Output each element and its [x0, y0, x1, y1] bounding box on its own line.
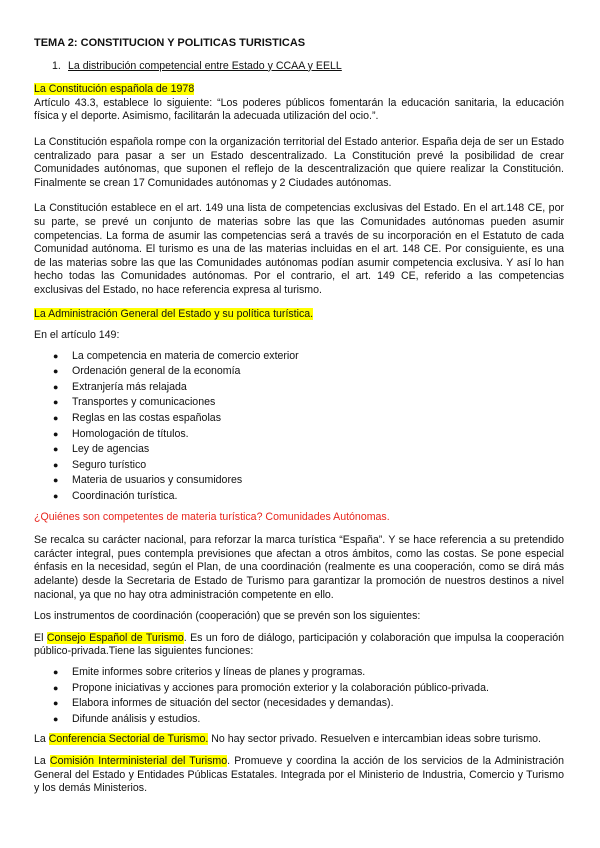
document-content	[34, 37, 564, 796]
bullet-icon: ●	[53, 444, 59, 455]
section-1-text: La distribución competencial entre Estado y CCAA y EELL	[68, 59, 342, 72]
section-1-number: 1.	[52, 59, 61, 72]
list-item	[34, 458, 564, 474]
list-item-text: Propone iniciativas y acciones para promoción exterior y la colaboración público-privada.	[72, 681, 489, 694]
age-intro: En el artículo 149:	[34, 329, 120, 342]
age-heading-text: La Administración General del Estado y su política turística.	[34, 307, 314, 320]
consejo-pre: El	[34, 631, 47, 644]
list-item-text: Difunde análisis y estudios.	[72, 712, 201, 725]
bullet-icon: ●	[53, 397, 59, 408]
age-list	[34, 349, 564, 505]
comision-name: Comisión Interministerial del Turismo	[49, 754, 228, 767]
constitucion-article: Artículo 43.3, establece lo siguiente: “Los poderes públicos fomentarán la educación sanitaria, la educación física y el deporte. Asimismo, facilitarán la adecuada utilización del ocio.”.	[34, 96, 564, 123]
list-item	[34, 696, 564, 712]
list-item	[34, 681, 564, 697]
bullet-icon: ●	[53, 666, 59, 677]
comision-paragraph	[34, 755, 564, 796]
list-item	[34, 489, 564, 505]
consejo-name: Consejo Español de Turismo	[46, 631, 184, 644]
list-item-text: La competencia en materia de comercio exterior	[72, 349, 299, 362]
list-item-text: Extranjería más relajada	[72, 380, 187, 393]
bullet-icon: ●	[53, 459, 59, 470]
constitucion-heading	[34, 83, 564, 97]
list-item	[34, 665, 564, 681]
list-item-text: Coordinación turística.	[72, 490, 178, 503]
ccaa-paragraph-2: Los instrumentos de coordinación (cooperación) que se prevén son los siguientes:	[34, 610, 421, 623]
bullet-icon: ●	[53, 475, 59, 486]
bullet-icon: ●	[53, 682, 59, 693]
constitucion-paragraph-1: La Constitución española rompe con la organización territorial del Estado anterior. España deja de ser un Estado centralizado para pasar a ser un Estado descentralizado. La Constitución prevé la posibilidad de crear Comunidades autónomas, que suponen el reflejo de la descentralización que quiere realizar la Constitución. Finalmente se crean 17 Comunidades autónomas y 2 Ciudades autónomas.	[34, 135, 564, 189]
bullet-icon: ●	[53, 713, 59, 724]
consejo-rest: . Es un foro de diálogo, participación y colaboración que impulsa la cooperación público-privada.Tiene las siguientes funciones:	[34, 631, 564, 658]
list-item	[34, 712, 564, 728]
document-title: TEMA 2: CONSTITUCION Y POLITICAS TURISTICAS	[34, 37, 306, 49]
consejo-list	[34, 665, 564, 727]
list-item	[34, 411, 564, 427]
constitucion-heading-text: La Constitución española de 1978	[34, 83, 195, 96]
list-item-text: Seguro turístico	[72, 458, 147, 471]
list-item-text: Ordenación general de la economía	[72, 365, 241, 378]
list-item	[34, 364, 564, 380]
bullet-icon: ●	[53, 381, 59, 392]
conferencia-pre: La	[34, 733, 49, 746]
section-1-heading	[52, 60, 564, 74]
list-item	[34, 442, 564, 458]
list-item-text: Homologación de títulos.	[72, 427, 189, 440]
ccaa-heading: ¿Quiénes son competentes de materia turística? Comunidades Autónomas.	[34, 510, 390, 523]
consejo-paragraph	[34, 632, 564, 659]
comision-rest: . Promueve y coordina la acción de los servicios de la Administración General del Estado y Entidades Públicas Estatales. Integrada por el Ministerio de Industria, Comercio y Turismo y los demás Ministerios.	[34, 754, 564, 795]
list-item-text: Elabora informes de situación del sector (necesidades y demandas).	[72, 697, 394, 710]
conferencia-rest: No hay sector privado. Resuelven e intercambian ideas sobre turismo.	[208, 733, 542, 746]
list-item	[34, 473, 564, 489]
list-item	[34, 395, 564, 411]
list-item	[34, 380, 564, 396]
conferencia-paragraph	[34, 733, 564, 747]
list-item-text: Transportes y comunicaciones	[72, 396, 216, 409]
list-item	[34, 427, 564, 443]
bullet-icon: ●	[53, 350, 59, 361]
comision-pre: La	[34, 754, 50, 767]
constitucion-paragraph-2: La Constitución establece en el art. 149 una lista de competencias exclusivas del Estado. En el art.148 CE, por su parte, se prevé un conjunto de materias sobre las que las Comunidades autónomas pueden asumir competencias. La forma de asumir las competencias será a través de su incorporación en el Estatuto de cada Comunidad autónoma. El turismo es una de las materias incluidas en el art. 148 CE. Por consiguiente, es una de las materias sobre las que las Comunidades autónomas podían asumir competencia exclusiva. Y así lo han hecho todas las Comunidades autónomas. Por el contrario, el art. 149 CE, referido a las competencias exclusivas del Estado, no hace referencia expresa al turismo.	[34, 202, 564, 296]
bullet-icon: ●	[53, 413, 59, 424]
ccaa-paragraph-1: Se recalca su carácter nacional, para reforzar la marca turística “España”. Y se hace referencia a su pretendido carácter integral, pues contempla previsiones que afectan a otros ámbitos, como las costas. Se pone especial énfasis en la necesidad, según el Plan, de una coordinación (realmente es una cooperación, como se dirá más adelante) desde la Secretaria de Estado de Turismo para garantizar la promoción de nuestros destinos a nivel nacional, ya que no hay otra administración competente en ello.	[34, 534, 564, 601]
bullet-icon: ●	[53, 698, 59, 709]
list-item-text: Reglas en las costas españolas	[72, 412, 221, 425]
conferencia-name: Conferencia Sectorial de Turismo.	[48, 733, 209, 746]
list-item	[34, 349, 564, 365]
bullet-icon: ●	[53, 428, 59, 439]
age-heading	[34, 308, 564, 322]
bullet-icon: ●	[53, 366, 59, 377]
list-item-text: Ley de agencias	[72, 443, 150, 456]
list-item-text: Materia de usuarios y consumidores	[72, 474, 243, 487]
bullet-icon: ●	[53, 491, 59, 502]
list-item-text: Emite informes sobre criterios y líneas de planes y programas.	[72, 665, 366, 678]
